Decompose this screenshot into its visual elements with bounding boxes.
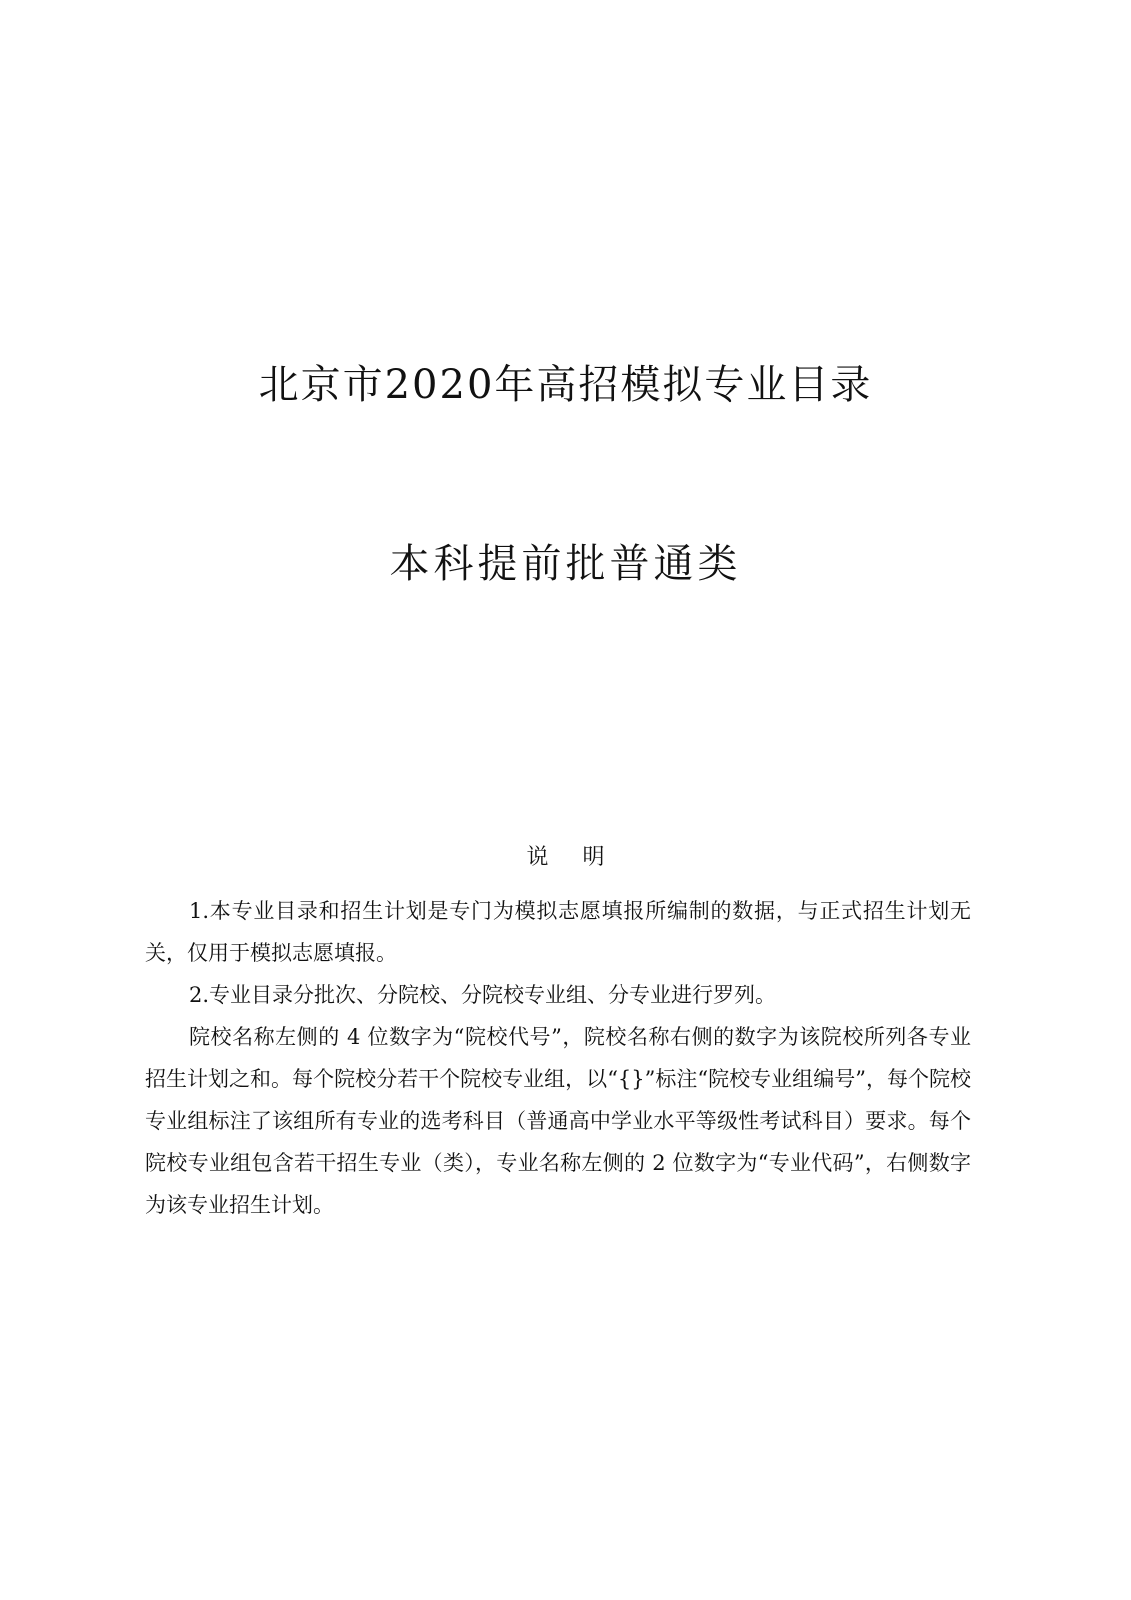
explanation-body: [145, 890, 971, 1226]
section-heading: 说明: [526, 845, 639, 870]
paragraph-2: 2.专业目录分批次、分院校、分院校专业组、分专业进行罗列。: [189, 983, 777, 1007]
paragraph-3: 院校名称左侧的 4 位数字为“院校代号”，院校名称右侧的数字为该院校所列各专业招生计划之和。每个院校分若干个院校专业组，以“{}”标注“院校专业组编号”，每个院校专业组标注了该组所有专业的选考科目（普通高中学业水平等级性考试科目）要求。每个院校专业组包含若干招生专业（类），专业名称左侧的 2 位数字为“专业代码”，右侧数字为该专业招生计划。: [145, 1025, 971, 1217]
document-subtitle: 本科提前批普通类: [389, 541, 742, 587]
document-title: 北京市2020年高招模拟专业目录: [258, 362, 873, 408]
paragraph-1: 1.本专业目录和招生计划是专门为模拟志愿填报所编制的数据，与正式招生计划无关，仅用于模拟志愿填报。: [145, 899, 971, 965]
